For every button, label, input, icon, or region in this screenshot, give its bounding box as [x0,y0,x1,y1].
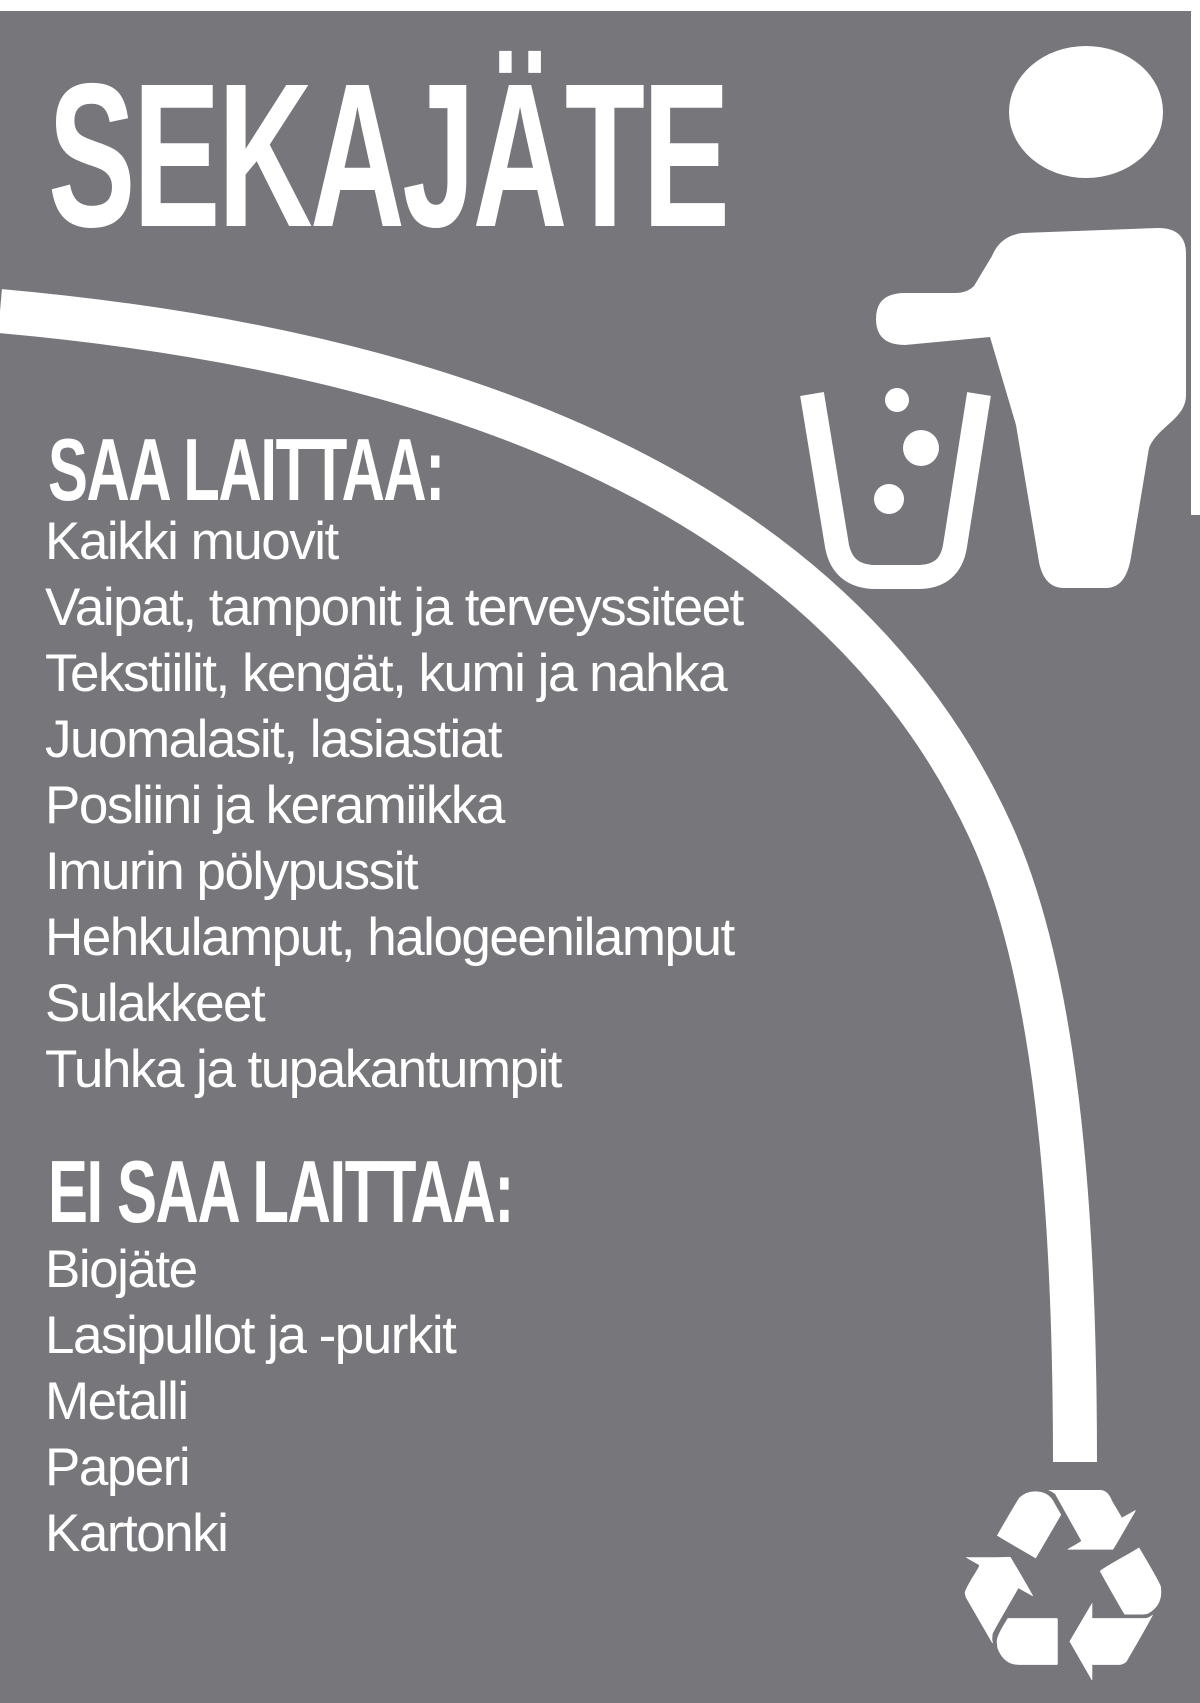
ei-saa-laittaa-list [45,1237,455,1567]
litter-basket-icon [812,394,979,577]
list-item: Kartonki [45,1504,228,1563]
heading-saa-laittaa: SAA LAITTAA: [48,420,444,519]
list-item: Tekstiilit, kengät, kumi ja nahka [45,644,727,703]
poster-title: SEKAJÄTE [48,41,728,270]
top-border [0,0,1200,11]
recycling-symbol-icon: ♻ [942,1429,1185,1703]
trash-dot [885,388,909,412]
right-edge-strip [1191,10,1200,515]
list-item: Tuhka ja tupakantumpit [45,1040,561,1099]
list-item: Imurin pölypussit [45,842,418,901]
list-item: Posliini ja keramiikka [45,776,504,835]
list-item: Paperi [45,1438,190,1497]
person-head [1009,46,1163,178]
saa-laittaa-list [45,509,743,1103]
trash-dot [874,484,904,514]
list-item: Metalli [45,1372,188,1431]
heading-ei-saa-laittaa: EI SAA LAITTAA: [48,1142,513,1241]
list-item: Kaikki muovit [45,512,338,571]
list-item: Vaipat, tamponit ja terveyssiteet [45,578,743,637]
list-item: Sulakkeet [45,974,265,1033]
trash-dot [903,430,939,466]
person-body [876,228,1186,588]
list-item: Biojäte [45,1240,197,1299]
list-item: Juomalasit, lasiastiat [45,710,501,769]
person-throwing-litter-icon [812,46,1186,588]
list-item: Hehkulamput, halogeenilamput [45,908,734,967]
list-item: Lasipullot ja -purkit [45,1306,456,1365]
